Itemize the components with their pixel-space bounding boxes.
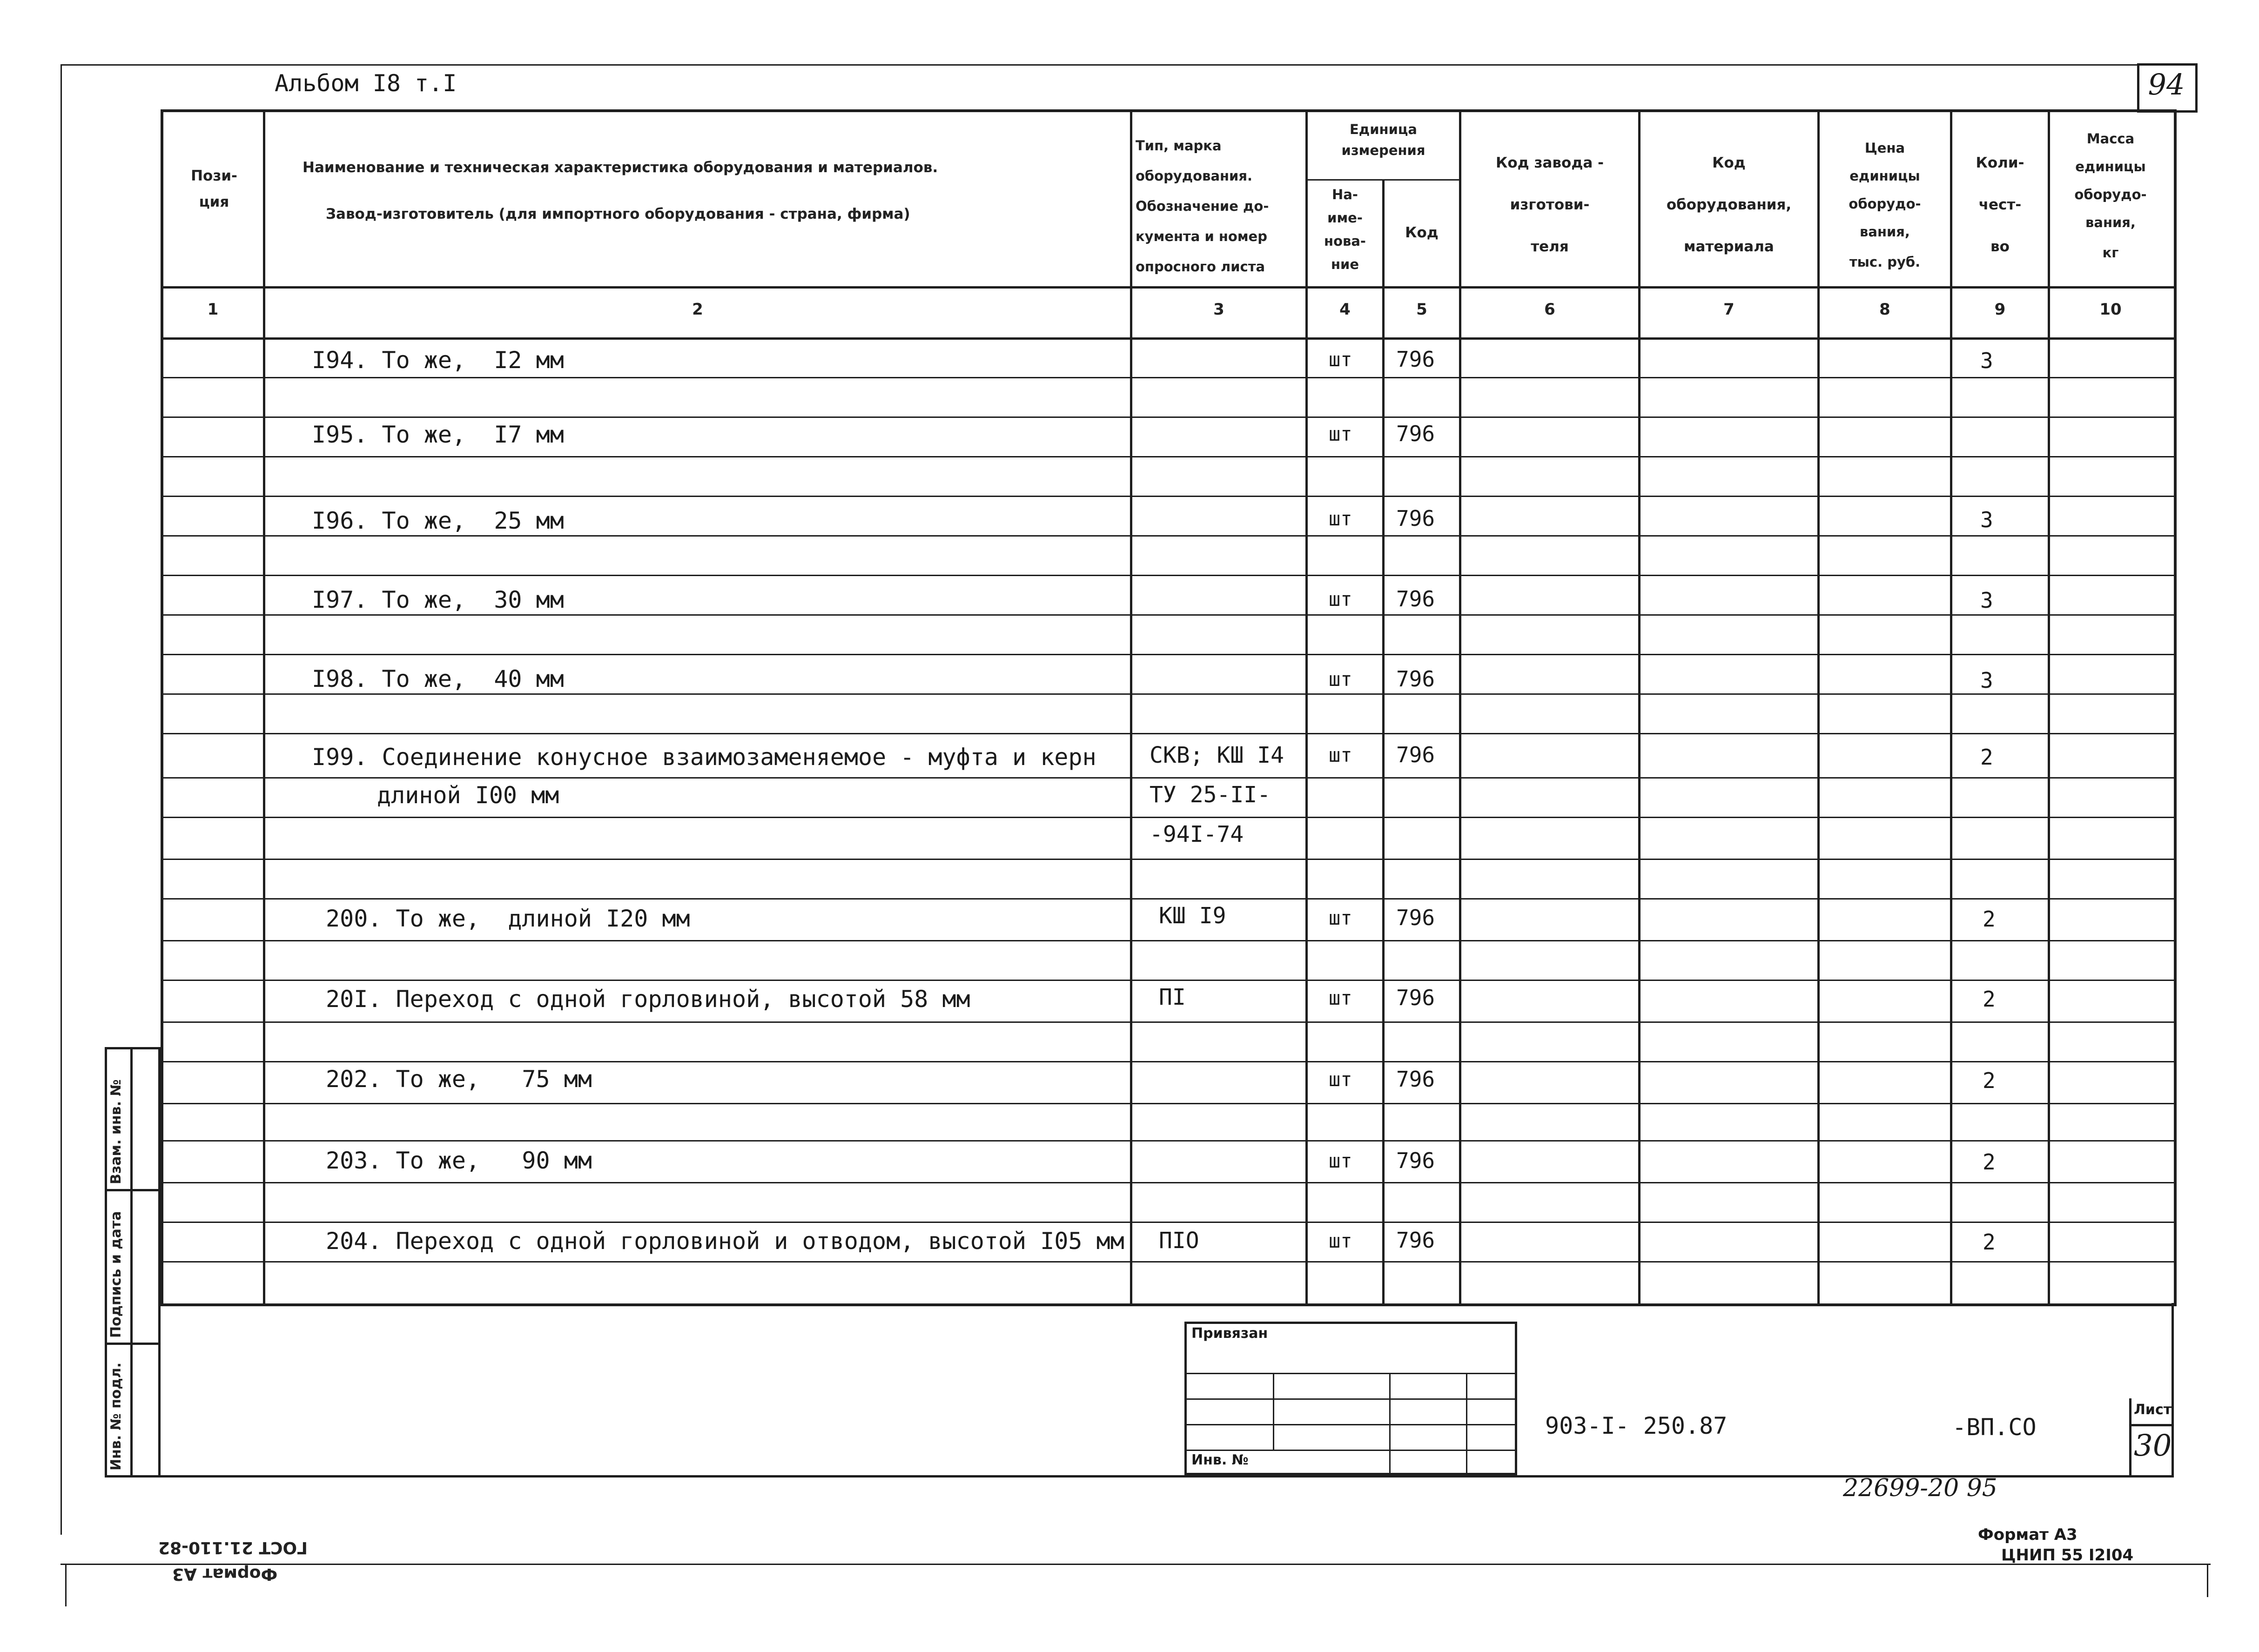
header-equipment-code: оборудования, xyxy=(1666,196,1792,213)
document-suffix: -ВП.СО xyxy=(1952,1414,2037,1441)
column-number: 5 xyxy=(1416,300,1427,319)
row-unit: шт xyxy=(1329,423,1352,445)
row-name: I99. Соединение конусное взаимозаменяемое - муфта и керн xyxy=(312,744,1096,771)
row-line xyxy=(161,777,2174,779)
row-code: 796 xyxy=(1396,666,1435,692)
row-qty: 2 xyxy=(1983,1149,1996,1175)
row-unit: шт xyxy=(1329,1149,1352,1172)
row-code: 796 xyxy=(1396,586,1435,611)
attached-grid-col xyxy=(1389,1373,1391,1475)
row-type-continued: ТУ 25-II- xyxy=(1150,782,1271,808)
row-qty: 3 xyxy=(1980,588,1993,613)
col-line-3 xyxy=(1305,109,1308,1303)
header-factory-code: Код завода - xyxy=(1496,154,1604,171)
header-unit-name: нова- xyxy=(1324,233,1366,249)
side-stamp-inv-original: Инв. № подл. xyxy=(108,1362,124,1471)
page-number-top: 94 xyxy=(2148,67,2185,101)
row-code: 796 xyxy=(1396,347,1435,372)
row-code: 796 xyxy=(1396,506,1435,531)
row-name: I96. То же, 25 мм xyxy=(312,507,564,534)
header-type-line: кумента и номер xyxy=(1136,228,1267,244)
column-number: 2 xyxy=(692,300,703,319)
frame-bottom-line xyxy=(61,1564,2211,1565)
header-quantity: Коли- xyxy=(1976,154,2024,171)
column-number: 10 xyxy=(2099,300,2122,319)
colnum-bottom-line xyxy=(161,337,2174,340)
sheet-label: Лист xyxy=(2134,1402,2172,1418)
col-line-4 xyxy=(1382,179,1385,1303)
row-unit: шт xyxy=(1329,588,1352,611)
row-code: 796 xyxy=(1396,421,1435,446)
column-number: 1 xyxy=(207,300,219,319)
header-mass: вания, xyxy=(2085,215,2136,230)
attached-label: Привязан xyxy=(1191,1325,1268,1342)
row-line xyxy=(161,496,2174,497)
row-line xyxy=(161,817,2174,818)
column-number: 8 xyxy=(1879,300,1890,319)
row-name: 203. То же, 90 мм xyxy=(326,1147,592,1174)
row-code: 796 xyxy=(1396,1148,1435,1173)
row-type: СКВ; КШ I4 xyxy=(1150,742,1284,768)
row-line xyxy=(161,859,2174,860)
row-line xyxy=(161,1021,2174,1023)
row-line xyxy=(161,733,2174,734)
cnip-label: ЦНИП 55 I2I04 xyxy=(2001,1546,2134,1565)
header-factory-code: изготови- xyxy=(1510,196,1590,213)
side-stamp-line xyxy=(105,1343,161,1345)
flipped-gost-label: ГОСТ 21.110-82 xyxy=(158,1538,308,1557)
header-name-line1: Наименование и техническая характеристика оборудования и материалов. xyxy=(303,159,938,176)
header-price: тыс. руб. xyxy=(1849,254,1921,270)
column-number: 4 xyxy=(1339,300,1351,319)
row-name: 200. То же, длиной I20 мм xyxy=(326,905,690,932)
header-equipment-code: Код xyxy=(1712,154,1746,171)
row-line xyxy=(161,614,2174,616)
header-price: оборудо- xyxy=(1849,196,1921,212)
header-factory-code: теля xyxy=(1531,238,1569,255)
column-number: 3 xyxy=(1213,300,1224,319)
bottom-code: 22699-20 95 xyxy=(1843,1474,1997,1502)
row-unit: шт xyxy=(1329,744,1352,766)
row-name: I95. То же, I7 мм xyxy=(312,421,564,448)
column-number: 7 xyxy=(1723,300,1735,319)
header-quantity: чест- xyxy=(1978,196,2022,213)
frame-left-bottom-line xyxy=(65,1565,67,1606)
row-code: 796 xyxy=(1396,742,1435,767)
frame-left-line xyxy=(61,64,62,1535)
col-line-6 xyxy=(1638,109,1640,1303)
row-line xyxy=(161,456,2174,457)
row-unit: шт xyxy=(1329,1068,1352,1091)
row-unit: шт xyxy=(1329,987,1352,1009)
row-code: 796 xyxy=(1396,905,1435,930)
header-unit-group: Единица xyxy=(1350,121,1417,137)
row-unit: шт xyxy=(1329,668,1352,691)
row-line xyxy=(161,693,2174,695)
row-qty: 2 xyxy=(1983,987,1996,1012)
header-equipment-code: материала xyxy=(1684,238,1774,255)
header-unit-code: Код xyxy=(1405,224,1439,241)
row-unit: шт xyxy=(1329,507,1352,530)
header-price: единицы xyxy=(1849,168,1920,184)
row-line xyxy=(161,1261,2174,1263)
col-line-8 xyxy=(1950,109,1952,1303)
col-line-1 xyxy=(263,109,265,1303)
header-name-line2: Завод-изготовитель (для импортного оборудования - страна, фирма) xyxy=(326,206,910,222)
inv-no-label: Инв. № xyxy=(1191,1452,1249,1468)
row-type-continued: -94I-74 xyxy=(1150,821,1244,847)
row-code: 796 xyxy=(1396,1228,1435,1253)
attached-grid-col xyxy=(1466,1373,1467,1475)
row-name: 20I. Переход с одной горловиной, высотой 58 мм xyxy=(326,986,970,1013)
flipped-format-label: Формат А3 xyxy=(172,1565,278,1584)
row-type: КШ I9 xyxy=(1159,903,1226,929)
header-unit-group: измерения xyxy=(1341,142,1425,158)
row-line xyxy=(161,654,2174,655)
row-line xyxy=(161,575,2174,576)
header-type-line: Обозначение до- xyxy=(1136,198,1269,214)
row-name-continued: длиной I00 мм xyxy=(377,782,559,809)
col-line-5 xyxy=(1459,109,1461,1303)
row-line xyxy=(161,1140,2174,1142)
album-label: Альбом I8 т.I xyxy=(275,70,457,97)
col-line-2 xyxy=(1130,109,1132,1303)
frame-top-line xyxy=(61,64,2197,66)
header-type-line: опросного листа xyxy=(1136,259,1265,275)
row-unit: шт xyxy=(1329,907,1352,929)
row-qty: 2 xyxy=(1983,1229,1996,1255)
column-number: 6 xyxy=(1544,300,1555,319)
row-line xyxy=(161,1061,2174,1062)
sheet-box-line xyxy=(2129,1424,2173,1426)
header-price: Цена xyxy=(1864,140,1905,156)
header-quantity: во xyxy=(1990,238,2010,255)
column-number: 9 xyxy=(1994,300,2006,319)
row-name: I98. То же, 40 мм xyxy=(312,665,564,692)
sheet-number: 30 xyxy=(2134,1429,2172,1463)
row-qty: 2 xyxy=(1983,907,1996,932)
side-stamp-replaced-inv: Взам. инв. № xyxy=(108,1079,124,1184)
side-stamp-line xyxy=(105,1189,161,1191)
row-line xyxy=(161,377,2174,378)
header-type-line: Тип, марка xyxy=(1136,138,1222,154)
header-unit-name: име- xyxy=(1327,210,1363,226)
col-line-7 xyxy=(1817,109,1820,1303)
header-type-line: оборудования. xyxy=(1136,168,1253,184)
header-mass: Масса xyxy=(2086,131,2135,147)
row-name: I94. То же, I2 мм xyxy=(312,347,564,374)
row-unit: шт xyxy=(1329,348,1352,371)
header-bottom-line xyxy=(161,286,2174,289)
row-qty: 2 xyxy=(1983,1068,1996,1093)
row-line xyxy=(161,898,2174,900)
row-name: 204. Переход с одной горловиной и отводом, высотой I05 мм xyxy=(326,1228,1124,1255)
col-line-9 xyxy=(2048,109,2050,1303)
attached-grid-col xyxy=(1273,1373,1274,1450)
row-code: 796 xyxy=(1396,1067,1435,1092)
row-line xyxy=(161,940,2174,941)
header-price: вания, xyxy=(1860,224,1910,240)
side-stamp-signature-date: Подпись и дата xyxy=(108,1211,124,1338)
format-label: Формат А3 xyxy=(1978,1525,2077,1544)
header-unit-name: ние xyxy=(1331,256,1359,272)
row-unit: шт xyxy=(1329,1229,1352,1252)
row-name: I97. То же, 30 мм xyxy=(312,586,564,613)
side-stamp-divider xyxy=(130,1047,133,1477)
row-line xyxy=(161,980,2174,981)
header-mass: оборудо- xyxy=(2074,187,2147,202)
spec-table xyxy=(161,109,2177,1306)
row-qty: 3 xyxy=(1980,507,1993,532)
row-line xyxy=(161,416,2174,418)
row-type: ПIO xyxy=(1159,1228,1199,1254)
row-line xyxy=(161,1103,2174,1104)
header-position: Пози-ция xyxy=(191,168,237,210)
row-line xyxy=(161,535,2174,537)
row-code: 796 xyxy=(1396,985,1435,1010)
row-line xyxy=(161,1222,2174,1223)
document-code: 903-I- 250.87 xyxy=(1545,1412,1728,1439)
frame-right-bottom-line xyxy=(2207,1565,2208,1597)
row-name: 202. То же, 75 мм xyxy=(326,1066,592,1093)
header-mass: единицы xyxy=(2075,159,2146,175)
row-line xyxy=(161,1182,2174,1183)
header-mass: кг xyxy=(2102,245,2119,261)
header-unit-name: На- xyxy=(1332,187,1358,202)
row-qty: 3 xyxy=(1980,348,1993,373)
row-type: ПI xyxy=(1159,984,1186,1010)
row-qty: 2 xyxy=(1980,745,1993,770)
row-qty: 3 xyxy=(1980,668,1993,693)
